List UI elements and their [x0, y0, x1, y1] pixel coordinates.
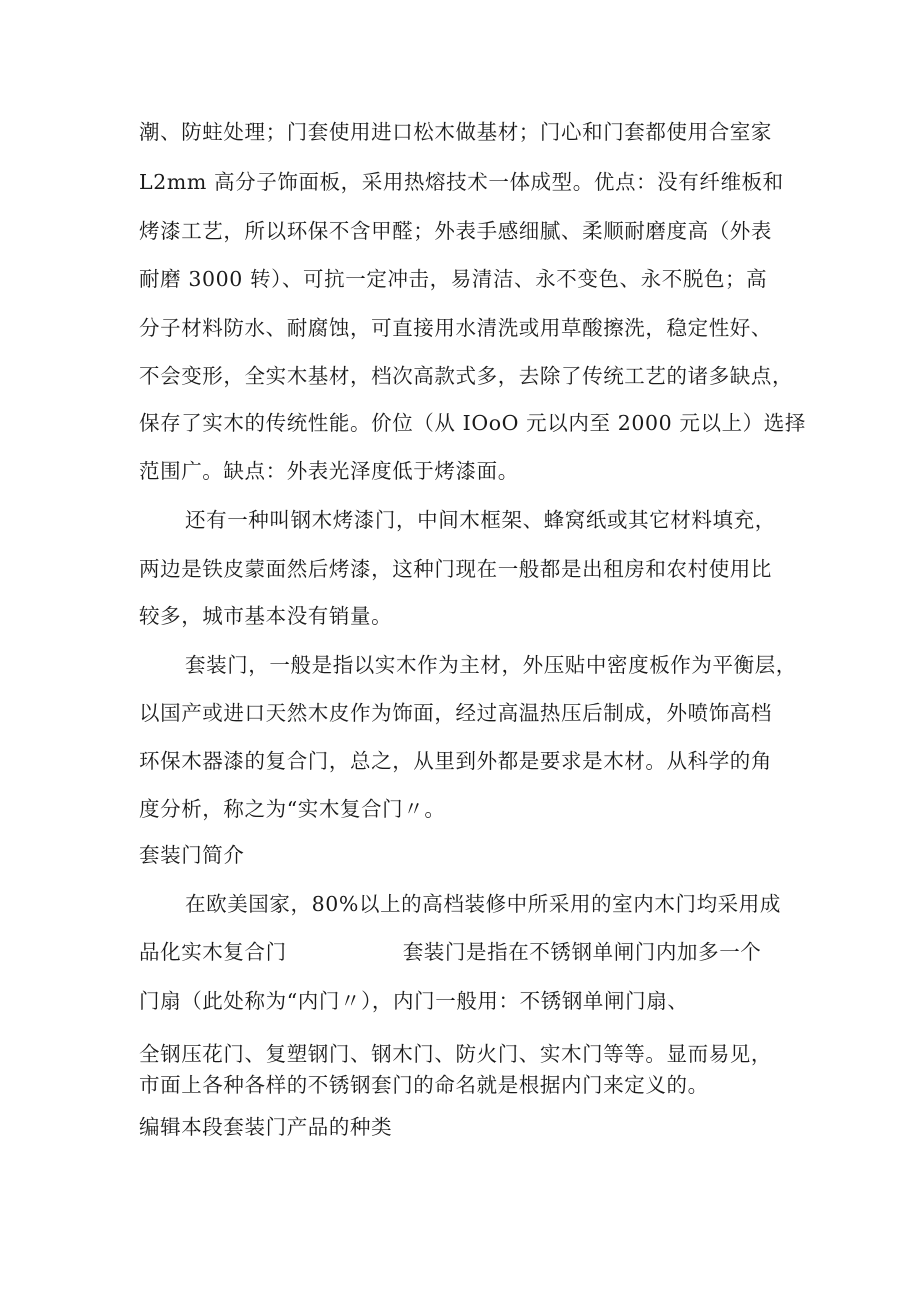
text-line: 烤漆工艺，所以环保不含甲醛；外表手感细腻、柔顺耐磨度高（外表: [139, 219, 772, 243]
text-line: 环保木器漆的复合门，总之，从里到外都是要求是木材。从科学的角: [139, 749, 772, 773]
text-line: 两边是铁皮蒙面然后烤漆，这种门现在一般都是出租房和农村使用比: [139, 557, 772, 581]
text-line: 范围广。缺点：外表光泽度低于烤漆面。: [139, 459, 519, 483]
text-line: 耐磨 3000 转）、可抗一定冲击，易清洁、永不变色、永不脱色；高: [139, 267, 768, 291]
text-segment: 套装门是指在不锈钢单闸门内加多一个: [402, 940, 762, 964]
text-segment: 品化实木复合门: [139, 940, 287, 964]
text-line: 保存了实木的传统性能。价位（从 IOoO 元以内至 2000 元以上）选择: [139, 411, 806, 435]
text-line: 还有一种叫钢木烤漆门，中间木框架、蜂窝纸或其它材料填充，: [185, 508, 776, 532]
text-line: 度分析，称之为“实木复合门〃。: [139, 797, 446, 821]
text-line: [139, 940, 761, 964]
section-heading: 套装门简介: [139, 843, 245, 867]
text-line: 市面上各种各样的不锈钢套门的命名就是根据内门来定义的。: [139, 1073, 709, 1097]
text-line: L2mm 高分子饰面板，采用热熔技术一体成型。优点：没有纤维板和: [139, 170, 784, 194]
text-line: 较多，城市基本没有销量。: [139, 604, 393, 628]
text-line: 不会变形，全实木基材，档次高款式多，去除了传统工艺的诸多缺点，: [139, 364, 794, 388]
section-heading: 编辑本段套装门产品的种类: [139, 1115, 393, 1139]
text-line: 全钢压花门、复塑钢门、钢木门、防火门、实木门等等。显而易见，: [139, 1042, 772, 1066]
text-line: 门扇（此处称为“内门〃），内门一般用：不锈钢单闸门扇、: [139, 989, 689, 1013]
text-line: 潮、防蛀处理；门套使用进口松木做基材；门心和门套都使用合室家: [139, 120, 772, 144]
text-line: 分子材料防水、耐腐蚀，可直接用水清洗或用草酸擦洗，稳定性好、: [139, 316, 772, 340]
text-line: 在欧美国家，80%以上的高档装修中所采用的室内木门均采用成: [185, 892, 781, 916]
text-line: 以国产或进口天然木皮作为饰面，经过高温热压后制成，外喷饰高档: [139, 701, 772, 725]
text-line: 套装门，一般是指以实木作为主材，外压贴中密度板作为平衡层，: [185, 653, 797, 677]
